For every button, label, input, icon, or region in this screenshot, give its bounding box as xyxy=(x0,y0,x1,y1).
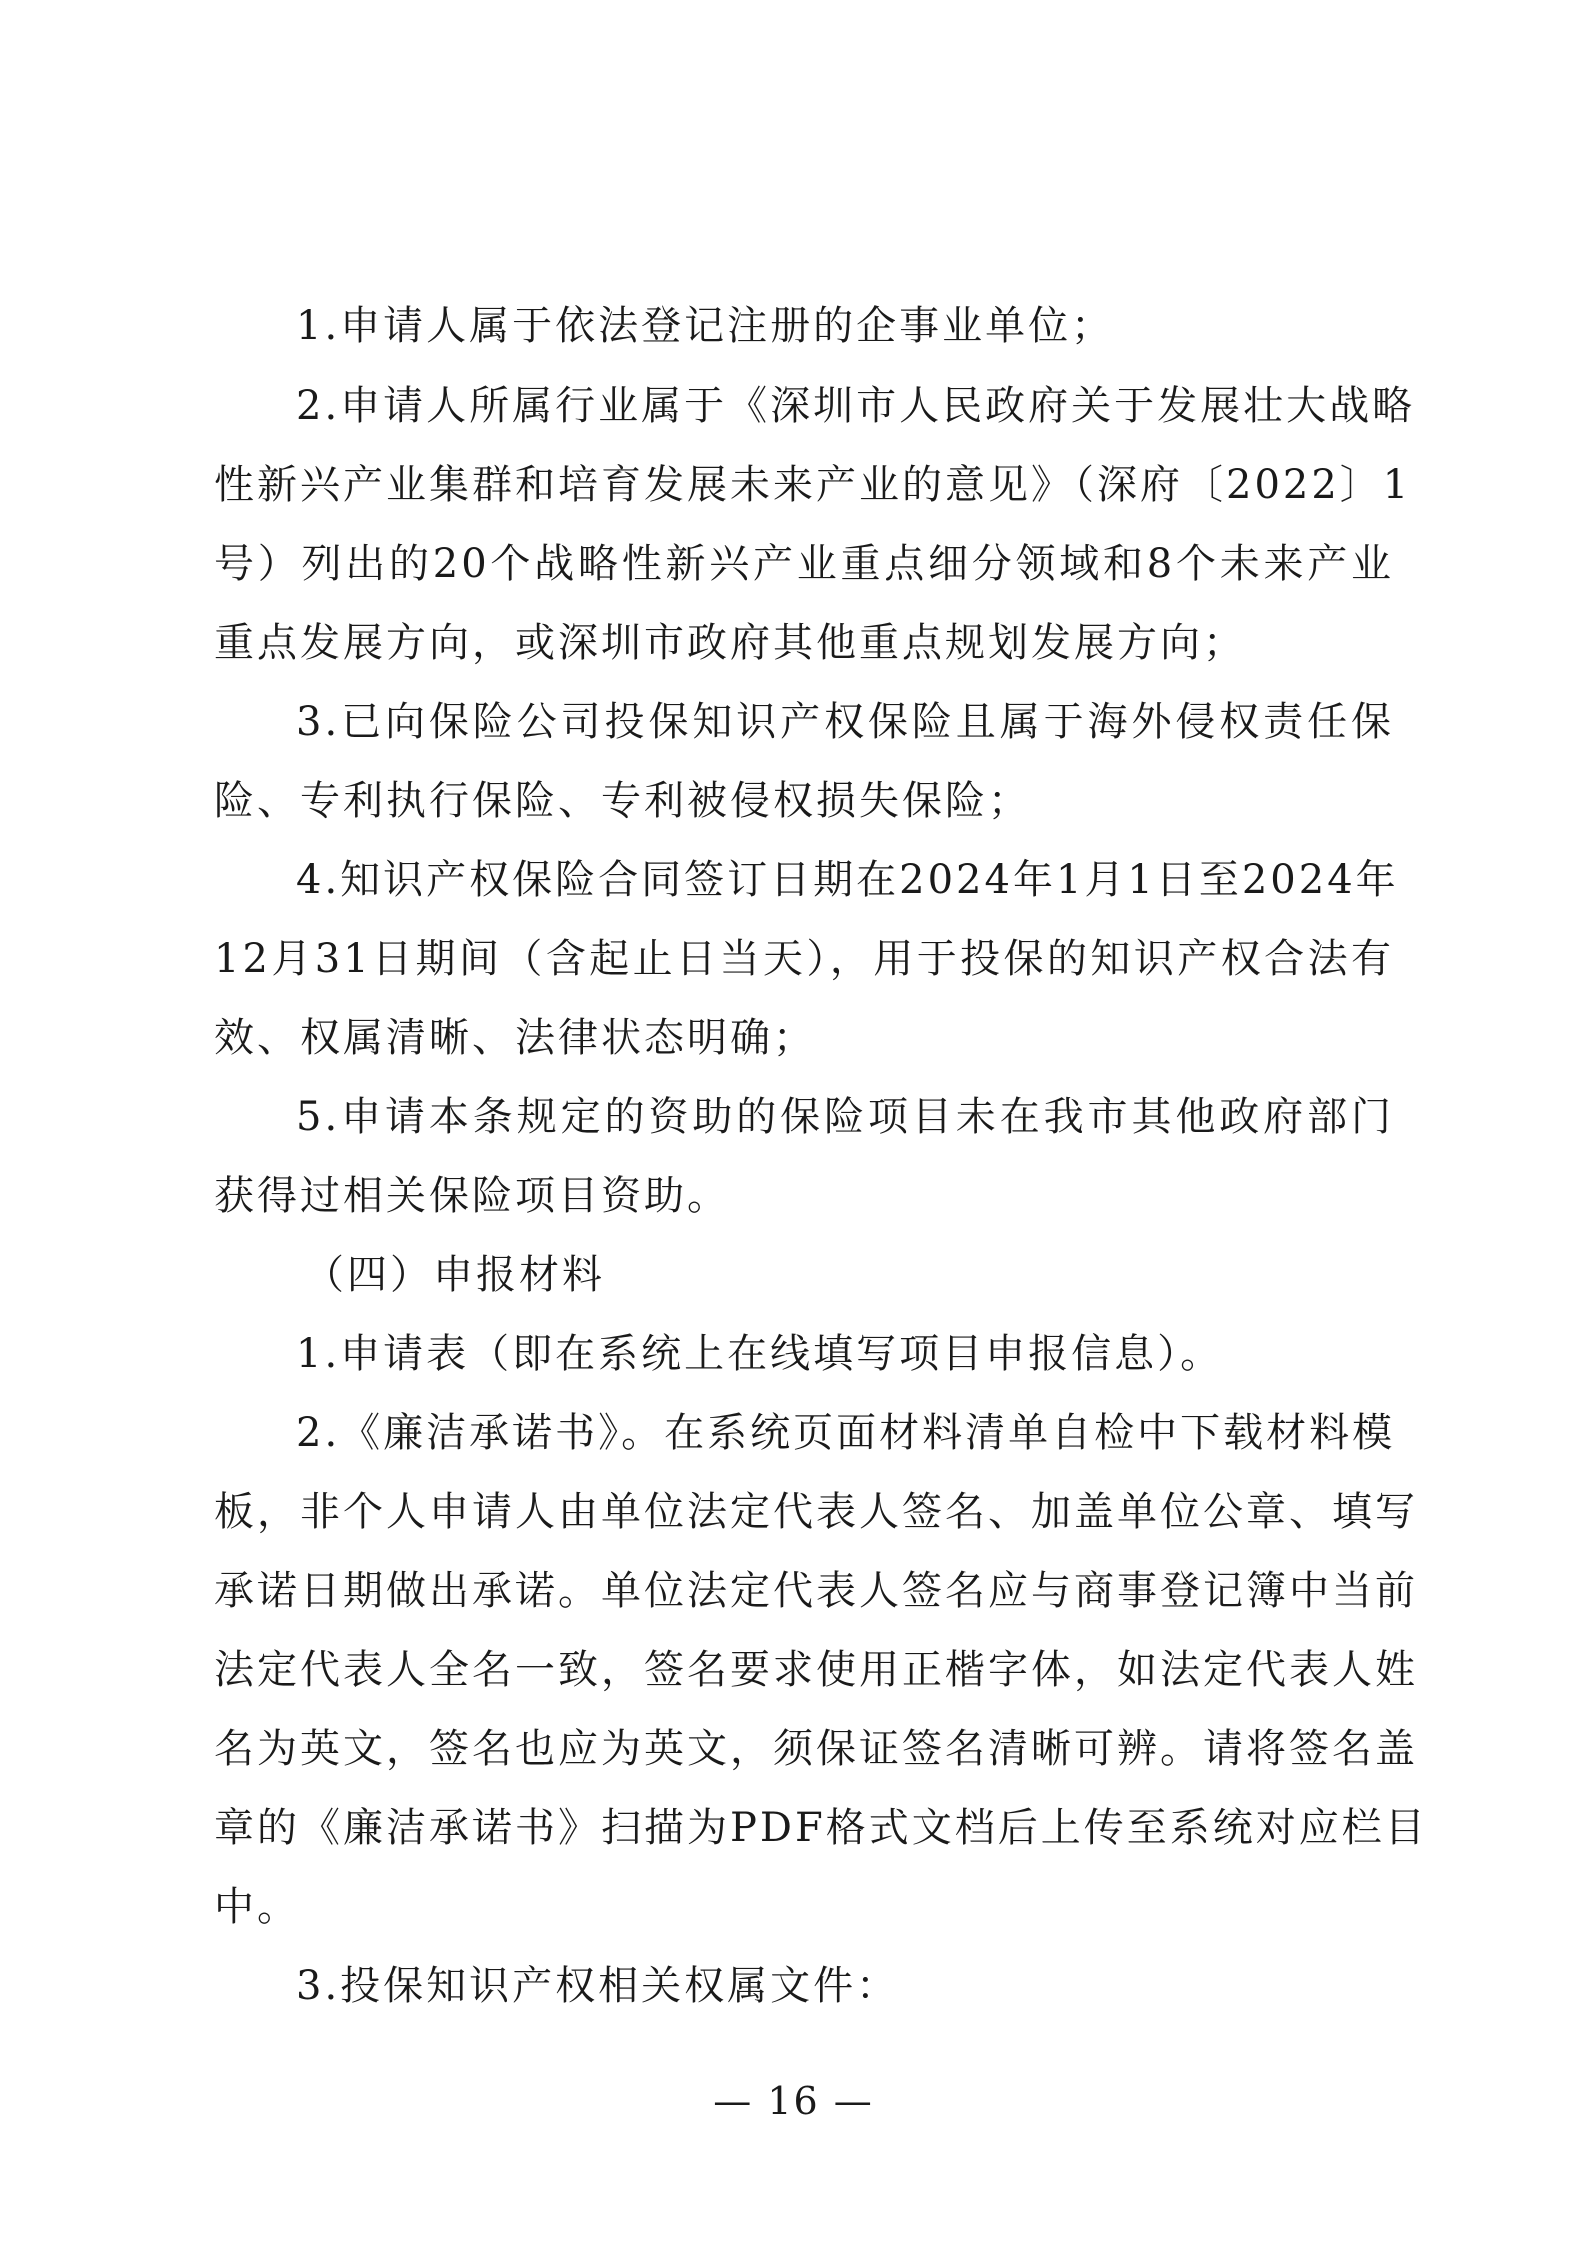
section-heading: （四）申报材料 xyxy=(304,1252,605,1298)
paragraph-line-17: 承诺日期做出承诺。单位法定代表人签名应与商事登记簿中当前 xyxy=(214,1568,1418,1614)
paragraph-line-3: 性新兴产业集群和培育发展未来产业的意见》（深府〔2022〕1 xyxy=(214,462,1412,508)
paragraph-line-14: 1.申请表（即在系统上在线填写项目申报信息）。 xyxy=(296,1331,1224,1377)
paragraph-line-5: 重点发展方向，或深圳市政府其他重点规划发展方向； xyxy=(214,620,1246,666)
paragraph-line-4: 号）列出的20个战略性新兴产业重点细分领域和8个未来产业 xyxy=(214,541,1394,587)
paragraph-line-21: 中。 xyxy=(214,1884,300,1930)
paragraph-line-2: 2.申请人所属行业属于《深圳市人民政府关于发展壮大战略 xyxy=(296,383,1416,429)
paragraph-line-15: 2.《廉洁承诺书》。在系统页面材料清单自检中下载材料模 xyxy=(296,1410,1396,1456)
paragraph-line-7: 险、专利执行保险、专利被侵权损失保险； xyxy=(214,778,1031,824)
paragraph-line-11: 5.申请本条规定的资助的保险项目未在我市其他政府部门 xyxy=(296,1094,1394,1140)
paragraph-line-10: 效、权属清晰、法律状态明确； xyxy=(214,1015,816,1061)
paragraph-line-6: 3.已向保险公司投保知识产权保险且属于海外侵权责任保 xyxy=(296,699,1394,745)
paragraph-line-16: 板，非个人申请人由单位法定代表人签名、加盖单位公章、填写 xyxy=(214,1489,1418,1535)
paragraph-line-18: 法定代表人全名一致，签名要求使用正楷字体，如法定代表人姓 xyxy=(214,1647,1418,1693)
paragraph-line-12: 获得过相关保险项目资助。 xyxy=(214,1173,730,1219)
paragraph-line-8: 4.知识产权保险合同签订日期在2024年1月1日至2024年 xyxy=(296,857,1399,903)
paragraph-line-1: 1.申请人属于依法登记注册的企事业单位； xyxy=(296,303,1115,349)
paragraph-line-22: 3.投保知识产权相关权属文件： xyxy=(296,1963,900,2009)
page-number: — 16 — xyxy=(713,2079,874,2123)
paragraph-line-20: 章的《廉洁承诺书》扫描为PDF格式文档后上传至系统对应栏目 xyxy=(214,1805,1428,1851)
paragraph-line-19: 名为英文，签名也应为英文，须保证签名清晰可辨。请将签名盖 xyxy=(214,1726,1418,1772)
paragraph-line-9: 12月31日期间（含起止日当天），用于投保的知识产权合法有 xyxy=(214,936,1394,982)
